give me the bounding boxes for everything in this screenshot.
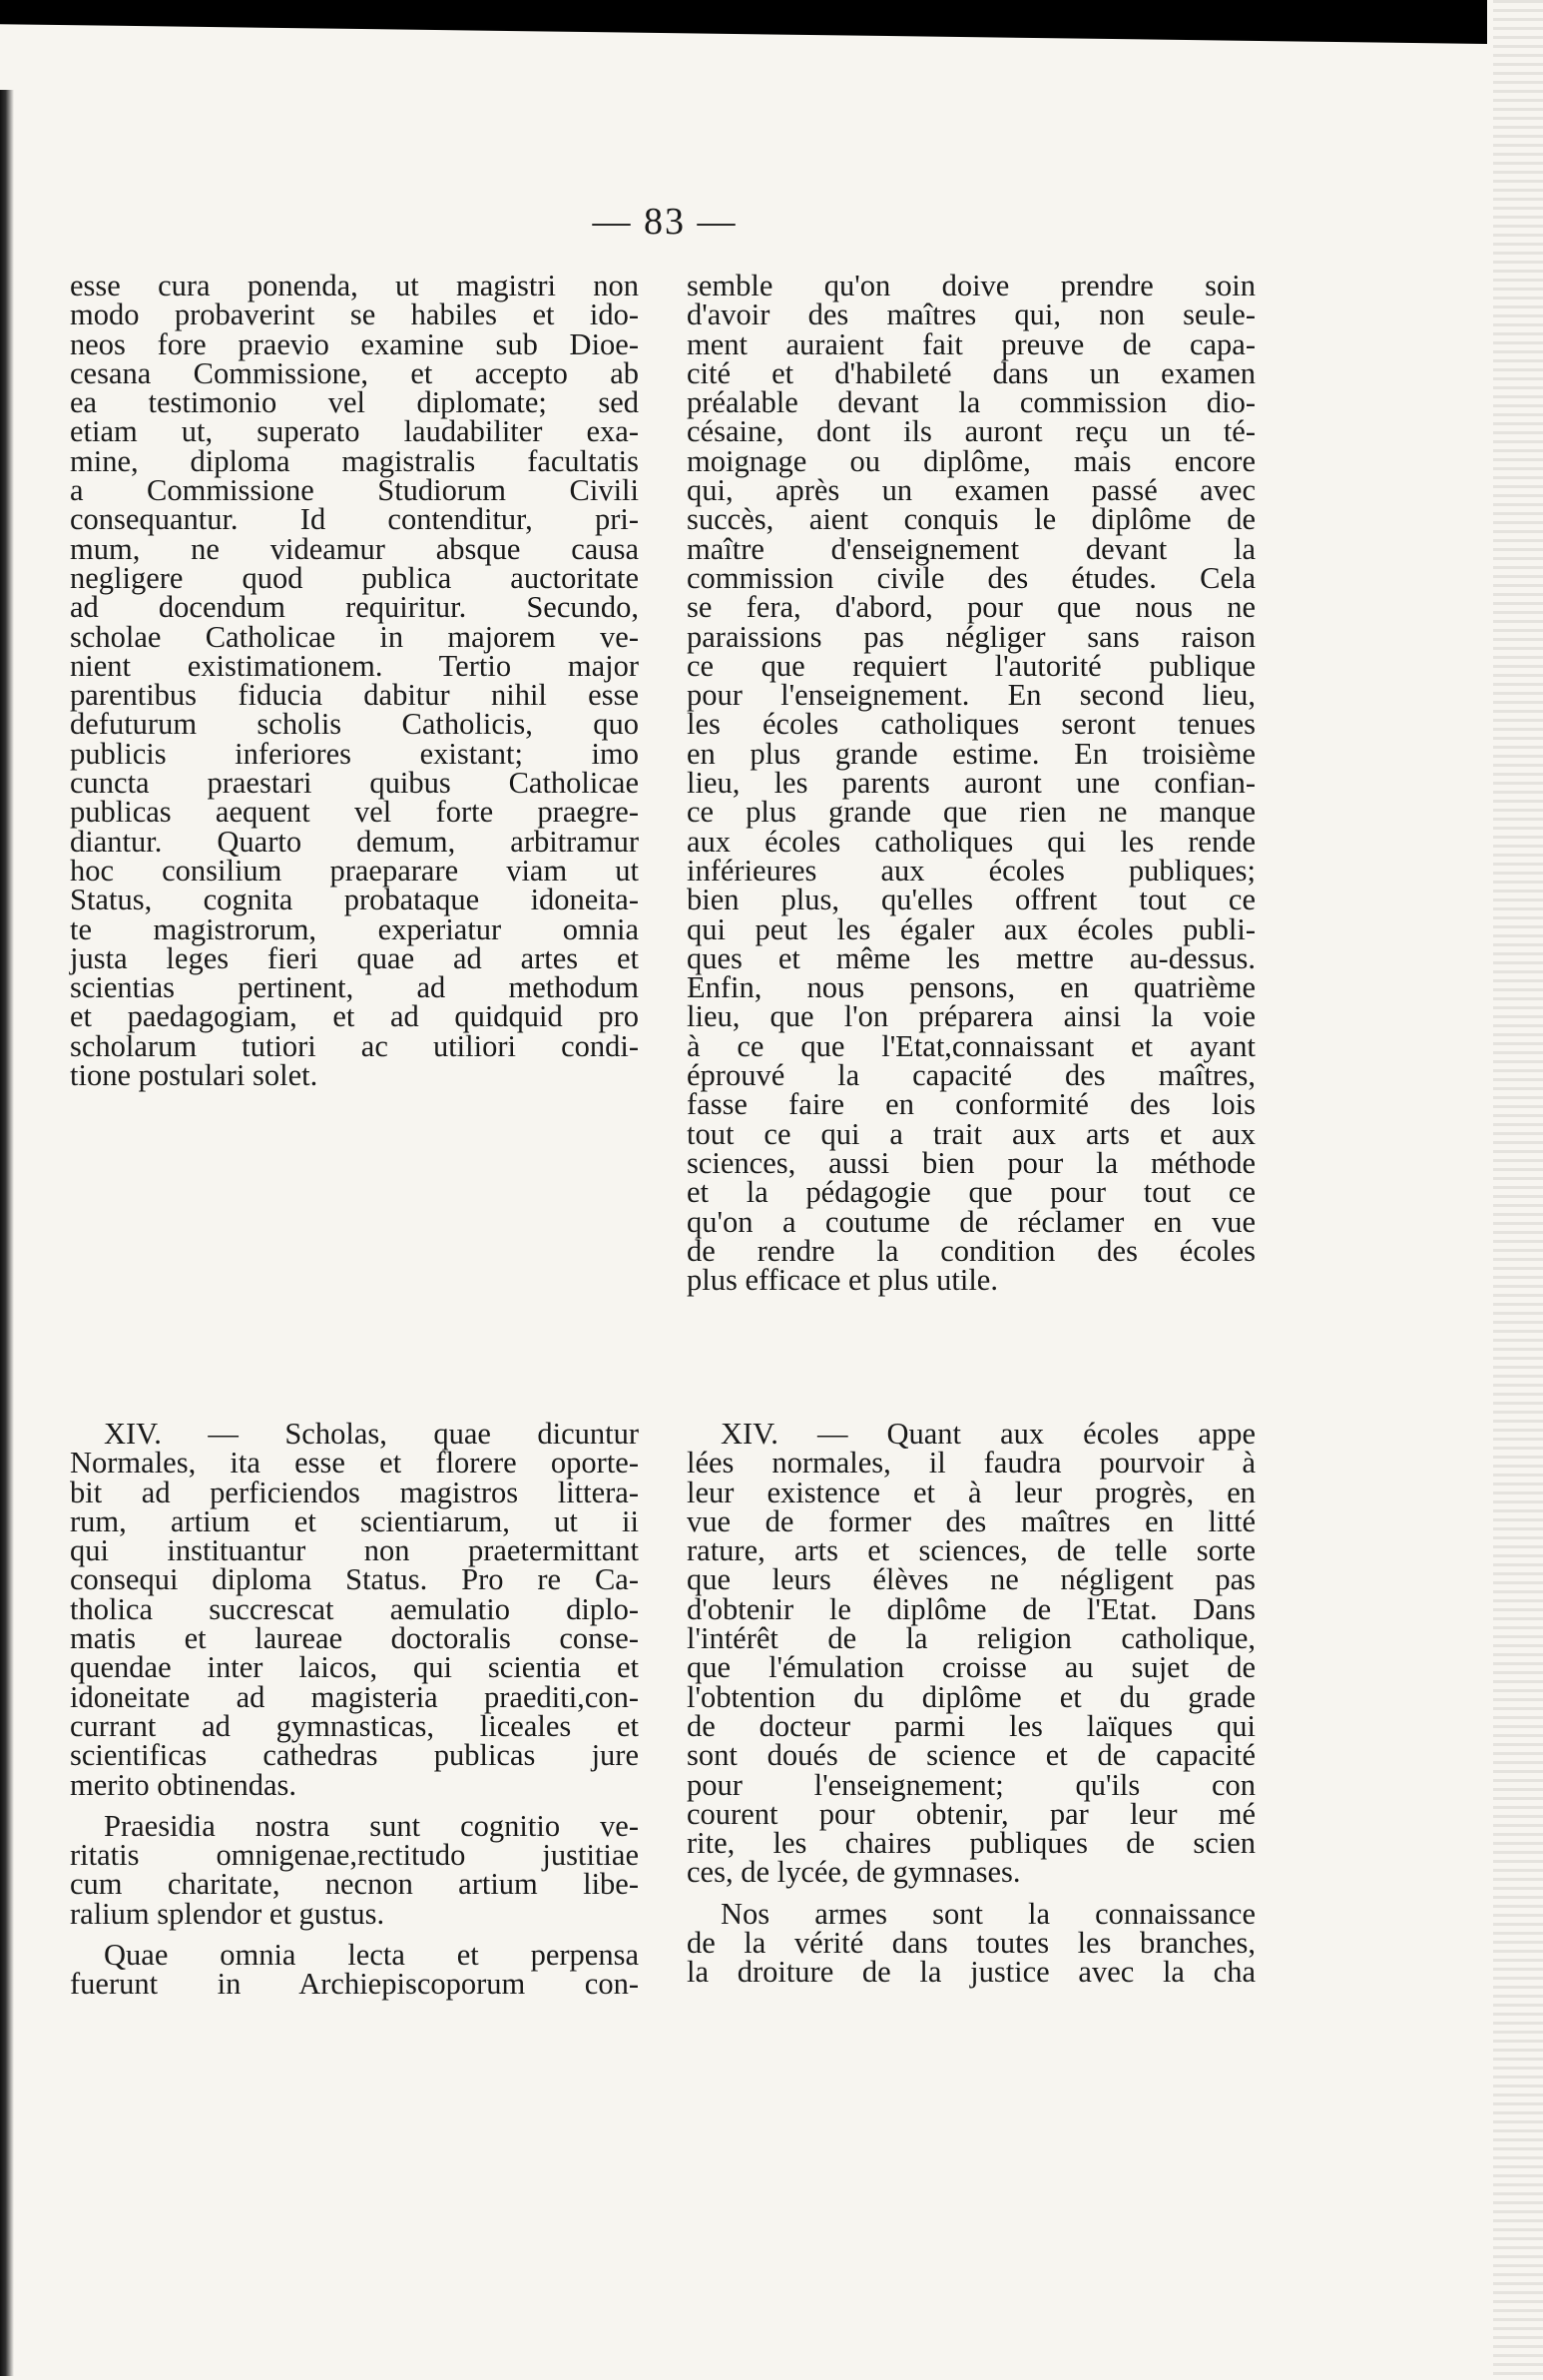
text-line: de docteur parmi les laïques qui bbox=[687, 1708, 1256, 1743]
text-line: lieu, que l'on préparera ainsi la voie bbox=[687, 999, 1256, 1034]
text-line: ea testimonio vel diplomate; sed bbox=[70, 385, 639, 420]
text-line: plus efficace et plus utile. bbox=[687, 1263, 998, 1298]
latin-column-bottom bbox=[70, 1417, 639, 2002]
text-line: bit ad perficiendos magistros littera- bbox=[70, 1475, 639, 1509]
text-line: Enfin, nous pensons, en quatrième bbox=[687, 970, 1256, 1005]
text-line: sciences, aussi bien pour la méthode bbox=[687, 1145, 1256, 1180]
text-line: succès, aient conquis le diplôme de bbox=[687, 502, 1256, 537]
text-line: etiam ut, superato laudabiliter exa- bbox=[70, 414, 639, 449]
text-line: lieu, les parents auront une confian- bbox=[687, 766, 1256, 801]
latin-paragraph-praesidia bbox=[70, 1808, 639, 1931]
text-line: ques et même les mettre au-dessus. bbox=[687, 940, 1256, 975]
text-line: bien plus, qu'elles offrent tout ce bbox=[687, 883, 1256, 917]
text-line: currant ad gymnasticas, liceales et bbox=[70, 1708, 639, 1743]
text-line: scholae Catholicae in majorem ve- bbox=[70, 619, 639, 654]
text-line: d'avoir des maîtres qui, non seule- bbox=[687, 298, 1256, 332]
text-line: qui peut les égaler aux écoles publi- bbox=[687, 911, 1256, 946]
french-paragraph-nos-armes bbox=[687, 1896, 1256, 1990]
text-line: XIV. — Scholas, quae dicuntur bbox=[104, 1417, 639, 1451]
text-line: cité et d'habileté dans un examen bbox=[687, 355, 1256, 390]
text-line: que l'émulation croisse au sujet de bbox=[687, 1650, 1256, 1685]
text-line: l'intérêt de la religion catholique, bbox=[687, 1621, 1256, 1656]
french-paragraph-1 bbox=[687, 269, 1256, 1298]
text-line: Quae omnia lecta et perpensa bbox=[104, 1938, 639, 1973]
text-line: et paedagogiam, et ad quidquid pro bbox=[70, 999, 639, 1034]
text-line: préalable devant la commission dio- bbox=[687, 385, 1256, 420]
text-line: defuturum scholis Catholicis, quo bbox=[70, 707, 639, 742]
text-line: mine, diploma magistralis facultatis bbox=[70, 443, 639, 478]
text-line: tholica succrescat aemulatio diplo- bbox=[70, 1591, 639, 1626]
text-line: de la vérité dans toutes les branches, bbox=[687, 1926, 1256, 1961]
text-line: ce que requiert l'autorité publique bbox=[687, 648, 1256, 683]
text-line: fasse faire en conformité des lois bbox=[687, 1087, 1256, 1122]
text-line: nient existimationem. Tertio major bbox=[70, 648, 639, 683]
text-line: publicis inferiores existant; imo bbox=[70, 736, 639, 771]
text-line: de rendre la condition des écoles bbox=[687, 1233, 1256, 1268]
text-line: pour l'enseignement; qu'ils con bbox=[687, 1767, 1256, 1802]
text-line: inférieures aux écoles publiques; bbox=[687, 853, 1256, 888]
scan-top-border bbox=[0, 0, 1487, 44]
text-line: Nos armes sont la connaissance bbox=[721, 1896, 1256, 1931]
text-line: cesana Commissione, et accepto ab bbox=[70, 355, 639, 390]
text-line: cuncta praestari quibus Catholicae bbox=[70, 766, 639, 801]
text-line: commission civile des études. Cela bbox=[687, 560, 1256, 595]
latin-section-xiv bbox=[70, 1417, 639, 1802]
text-line: lées normales, il faudra pourvoir à bbox=[687, 1446, 1256, 1481]
text-line: leur existence et à leur progrès, en bbox=[687, 1475, 1256, 1509]
text-line: que leurs élèves ne négligent pas bbox=[687, 1562, 1256, 1597]
text-line: rature, arts et sciences, de telle sorte bbox=[687, 1533, 1256, 1568]
text-line: scientias pertinent, ad methodum bbox=[70, 970, 639, 1005]
text-line: scholarum tutiori ac utiliori condi- bbox=[70, 1028, 639, 1063]
text-line: a Commissione Studiorum Civili bbox=[70, 473, 639, 508]
latin-column-top bbox=[70, 269, 639, 1093]
scan-right-edge bbox=[1493, 0, 1543, 2380]
text-line: d'obtenir le diplôme de l'Etat. Dans bbox=[687, 1591, 1256, 1626]
text-line: mum, ne videamur absque causa bbox=[70, 531, 639, 566]
text-line: en plus grande estime. En troisième bbox=[687, 736, 1256, 771]
text-line: neos fore praevio examine sub Dioe- bbox=[70, 326, 639, 361]
text-line: negligere quod publica auctoritate bbox=[70, 560, 639, 595]
text-line: courent pour obtenir, par leur mé bbox=[687, 1796, 1256, 1831]
text-line: cum charitate, necnon artium libe- bbox=[70, 1867, 639, 1902]
text-line: rite, les chaires publiques de scien bbox=[687, 1826, 1256, 1861]
text-line: esse cura ponenda, ut magistri non bbox=[70, 269, 639, 302]
text-line: publicas aequent vel forte praegre- bbox=[70, 795, 639, 830]
scan-left-edge bbox=[0, 90, 14, 2376]
text-line: sont doués de science et de capacité bbox=[687, 1738, 1256, 1773]
text-line: consequantur. Id contenditur, pri- bbox=[70, 502, 639, 537]
text-line: pour l'enseignement. En second lieu, bbox=[687, 678, 1256, 713]
text-line: ment auraient fait preuve de capa- bbox=[687, 326, 1256, 361]
text-line: ce plus grande que rien ne manque bbox=[687, 795, 1256, 830]
text-line: Normales, ita esse et florere oporte- bbox=[70, 1446, 639, 1481]
text-line: qui, après un examen passé avec bbox=[687, 473, 1256, 508]
text-line: Status, cognita probataque idoneita- bbox=[70, 883, 639, 917]
text-line: diantur. Quarto demum, arbitramur bbox=[70, 824, 639, 859]
text-line: paraissions pas négliger sans raison bbox=[687, 619, 1256, 654]
text-line: ces, de lycée, de gymnases. bbox=[687, 1855, 1021, 1890]
latin-paragraph-quae-omnia bbox=[70, 1938, 639, 2002]
french-section-xiv bbox=[687, 1417, 1256, 1890]
text-line: vue de former des maîtres en litté bbox=[687, 1503, 1256, 1538]
text-line: qui instituantur non praetermittant bbox=[70, 1533, 639, 1568]
text-line: éprouvé la capacité des maîtres, bbox=[687, 1058, 1256, 1093]
text-line: ad docendum requiritur. Secundo, bbox=[70, 590, 639, 625]
text-line: qu'on a coutume de réclamer en vue bbox=[687, 1204, 1256, 1239]
text-line: césaine, dont ils auront reçu un té- bbox=[687, 414, 1256, 449]
text-line: tout ce qui a trait aux arts et aux bbox=[687, 1116, 1256, 1151]
page-number: — 83 — bbox=[592, 201, 738, 243]
text-line: moignage ou diplôme, mais encore bbox=[687, 443, 1256, 478]
text-line: consequi diploma Status. Pro re Ca- bbox=[70, 1562, 639, 1597]
text-line: Praesidia nostra sunt cognitio ve- bbox=[104, 1808, 639, 1843]
text-line: parentibus fiducia dabitur nihil esse bbox=[70, 678, 639, 713]
text-line: te magistrorum, experiatur omnia bbox=[70, 911, 639, 946]
text-line: aux écoles catholiques qui les rende bbox=[687, 824, 1256, 859]
text-line: scientificas cathedras publicas jure bbox=[70, 1738, 639, 1773]
text-line: ralium splendor et gustus. bbox=[70, 1896, 385, 1931]
text-line: XIV. — Quant aux écoles appe bbox=[721, 1417, 1256, 1451]
text-line: merito obtinendas. bbox=[70, 1767, 297, 1802]
text-line: et la pédagogie que pour tout ce bbox=[687, 1175, 1256, 1210]
french-column-bottom bbox=[687, 1417, 1256, 1990]
text-line: justa leges fieri quae ad artes et bbox=[70, 940, 639, 975]
text-line: fuerunt in Archiepiscoporum con- bbox=[70, 1967, 639, 2002]
text-line: matis et laureae doctoralis conse- bbox=[70, 1621, 639, 1656]
text-line: maître d'enseignement devant la bbox=[687, 531, 1256, 566]
french-column-top bbox=[687, 269, 1256, 1298]
text-line: les écoles catholiques seront tenues bbox=[687, 707, 1256, 742]
text-line: semble qu'on doive prendre soin bbox=[687, 269, 1256, 302]
text-line: se fera, d'abord, pour que nous ne bbox=[687, 590, 1256, 625]
text-line: hoc consilium praeparare viam ut bbox=[70, 853, 639, 888]
text-line: rum, artium et scientiarum, ut ii bbox=[70, 1503, 639, 1538]
text-line: la droiture de la justice avec la cha bbox=[687, 1955, 1256, 1990]
text-line: tione postulari solet. bbox=[70, 1058, 318, 1093]
latin-paragraph-1 bbox=[70, 269, 639, 1093]
text-line: modo probaverint se habiles et ido- bbox=[70, 298, 639, 332]
text-line: à ce que l'Etat,connaissant et ayant bbox=[687, 1028, 1256, 1063]
text-line: idoneitate ad magisteria praediti,con- bbox=[70, 1679, 639, 1714]
text-line: l'obtention du diplôme et du grade bbox=[687, 1679, 1256, 1714]
text-line: ritatis omnigenae,rectitudo justitiae bbox=[70, 1838, 639, 1873]
text-line: quendae inter laicos, qui scientia et bbox=[70, 1650, 639, 1685]
